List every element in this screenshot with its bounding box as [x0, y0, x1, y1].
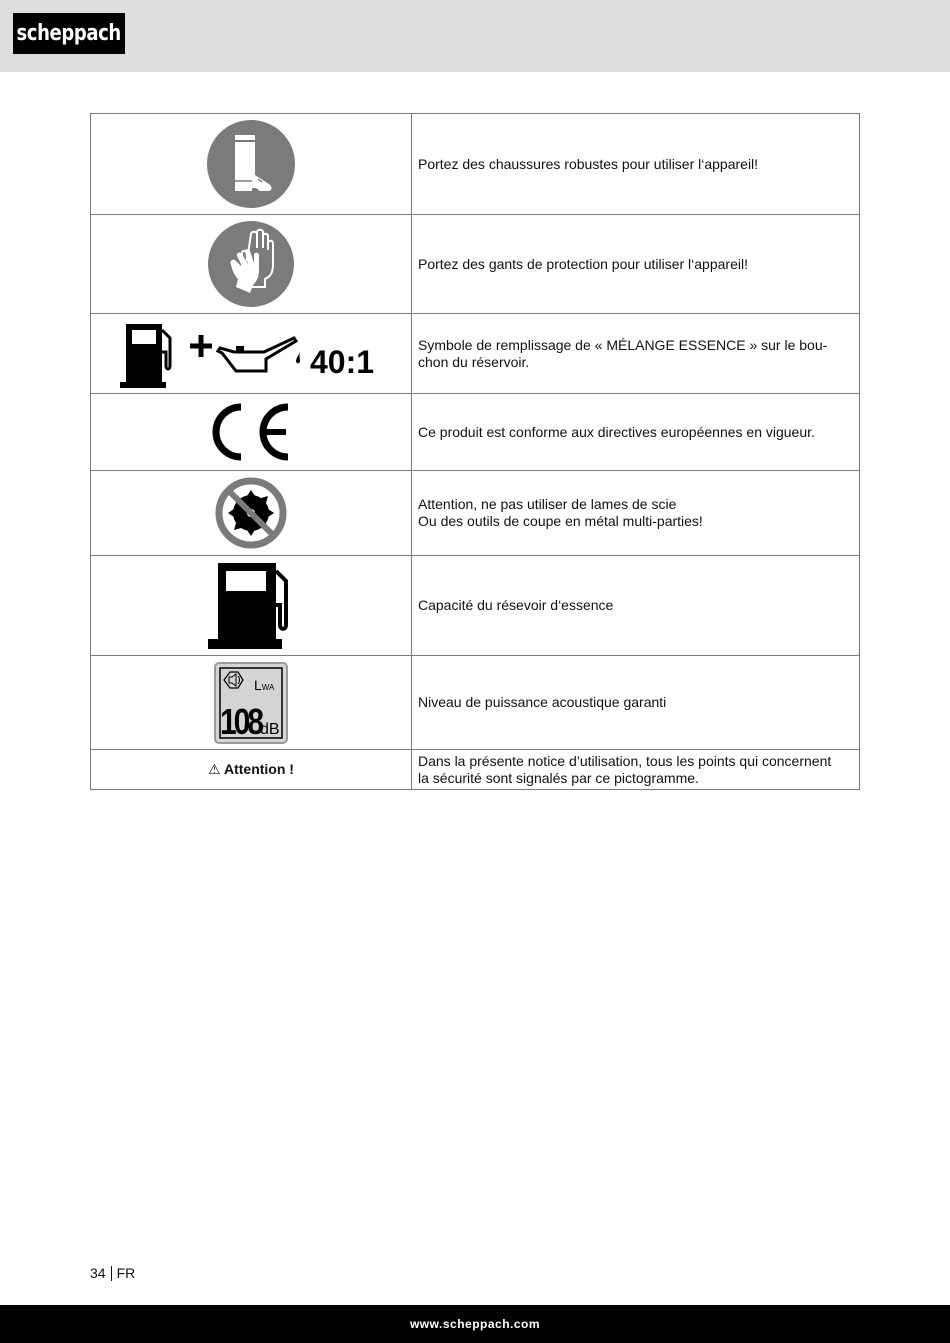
page-number-divider — [111, 1266, 112, 1281]
db-unit: dB — [260, 720, 280, 738]
icon-cell — [91, 750, 412, 790]
fuel-pump-icon — [208, 561, 294, 651]
row-text: Ce produit est conforme aux directives européennes en vigueur. — [412, 394, 860, 471]
attention-label: ⚠ Attention ! — [208, 760, 294, 777]
lwa-label: LWA — [254, 676, 275, 693]
table-row — [91, 471, 860, 556]
protective-gloves-icon — [207, 220, 295, 308]
icon-cell — [91, 394, 412, 471]
icon-cell — [91, 656, 412, 750]
table-row — [91, 114, 860, 215]
sound-power-icon — [214, 662, 288, 744]
row-text: Niveau de puissance acoustique garanti — [412, 656, 860, 750]
row-text — [412, 471, 860, 556]
row-text — [412, 750, 860, 790]
row-text-line: la sécurité sont signalés par ce pictogramme. — [418, 769, 699, 786]
table-row — [91, 215, 860, 314]
table-row — [91, 314, 860, 394]
safety-boots-icon — [206, 119, 296, 209]
icon-cell — [91, 471, 412, 556]
footer-band — [0, 1305, 950, 1343]
row-text: Capacité du résevoir d‘essence — [412, 556, 860, 656]
icon-cell — [91, 556, 412, 656]
icon-cell — [91, 215, 412, 314]
page-number — [90, 1265, 135, 1281]
db-value: 108 — [220, 701, 262, 743]
fuel-mix-icon — [120, 320, 382, 388]
row-text: Portez des gants de protection pour utiliser l‘appareil! — [412, 215, 860, 314]
page-language: FR — [116, 1265, 136, 1281]
row-text: Symbole de remplissage de « MÉLANGE ESSENCE » sur le bou-chon du réservoir. — [412, 314, 860, 394]
table-row — [91, 750, 860, 790]
table-row — [91, 656, 860, 750]
page-number-value: 34 — [90, 1265, 106, 1281]
fuel-ratio-label: 40:1 — [310, 343, 375, 380]
ce-mark-icon — [208, 402, 294, 462]
header-band — [0, 0, 950, 72]
row-text-line: Dans la présente notice d’utilisation, tous les points qui concernent — [418, 752, 832, 769]
no-saw-blade-icon — [214, 476, 288, 550]
table-row — [91, 556, 860, 656]
row-text-line: Ou des outils de coupe en métal multi-parties! — [418, 513, 703, 529]
symbols-table — [90, 113, 860, 790]
icon-cell — [91, 314, 412, 394]
footer-website: www.scheppach.com — [409, 1317, 541, 1331]
table-row — [91, 394, 860, 471]
icon-cell — [91, 114, 412, 215]
scheppach-logo: scheppach — [13, 13, 125, 54]
row-text-line: Attention, ne pas utiliser de lames de scie — [418, 496, 677, 512]
row-text: Portez des chaussures robustes pour utiliser l‘appareil! — [412, 114, 860, 215]
